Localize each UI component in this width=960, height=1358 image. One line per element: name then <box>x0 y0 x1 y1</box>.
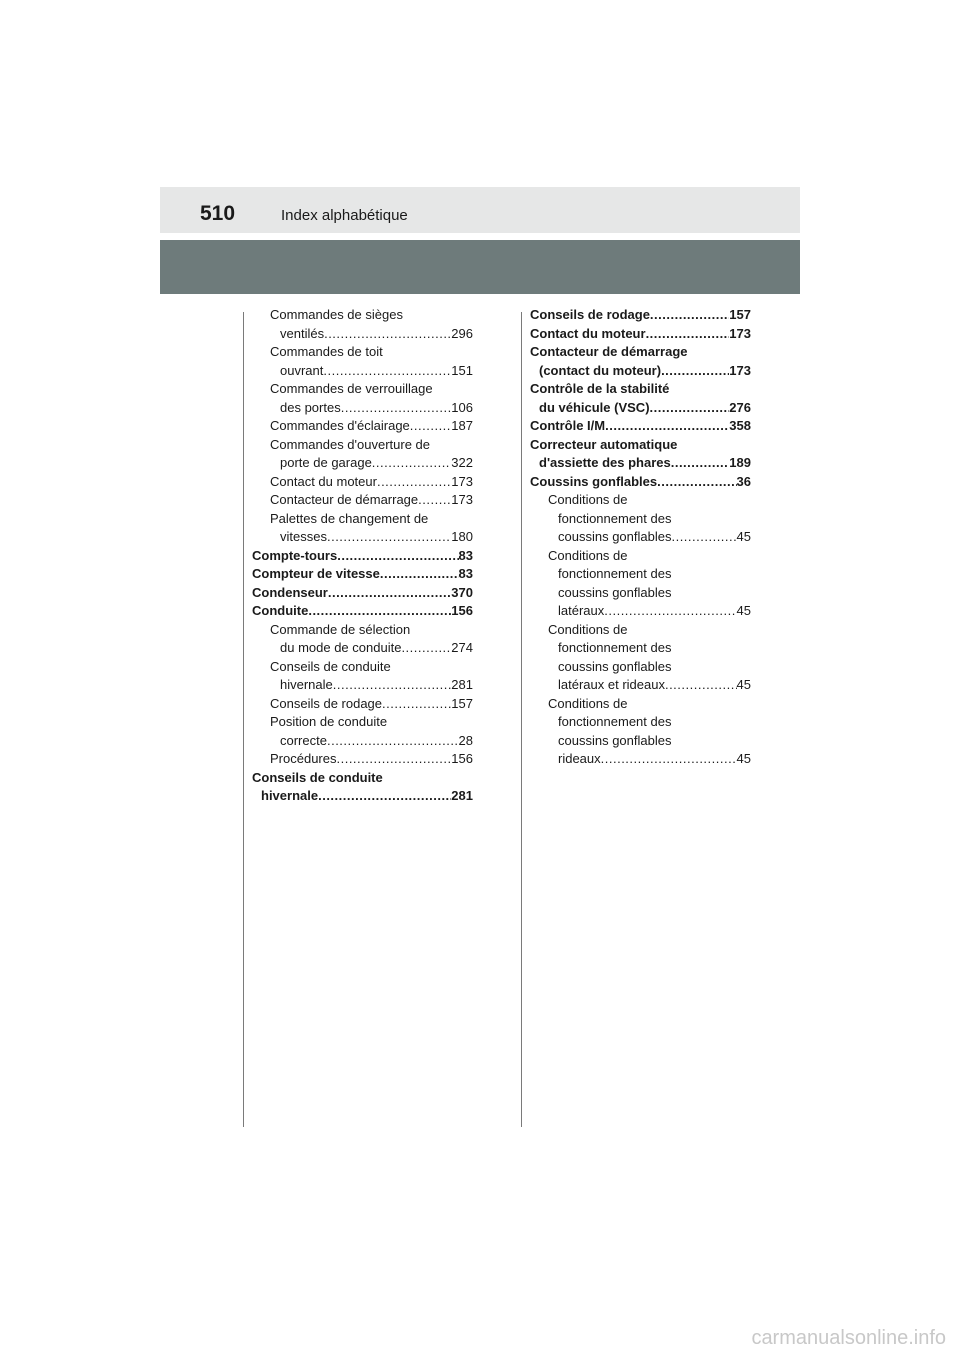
page-reference[interactable]: 156 <box>451 603 473 618</box>
page-reference[interactable]: 189 <box>729 455 751 470</box>
page-reference[interactable]: 358 <box>729 418 751 433</box>
entry-text: Contacteur de démarrage <box>270 492 419 507</box>
entry-text: d'assiette des phares <box>539 455 671 470</box>
index-subentry <box>530 695 751 769</box>
entry-text: Commandes de sièges <box>270 307 403 322</box>
page-reference[interactable]: 173 <box>451 473 473 489</box>
entry-text: latéraux <box>558 603 605 618</box>
page-reference[interactable]: 187 <box>451 418 473 433</box>
entry-text: Contrôle I/M <box>530 418 606 433</box>
entry-text: des portes <box>280 399 341 415</box>
dot-leader <box>318 787 451 806</box>
page-reference[interactable]: 370 <box>451 584 473 600</box>
dot-leader <box>380 565 459 584</box>
page-reference[interactable]: 276 <box>729 399 751 415</box>
entry-text: porte de garage <box>280 455 372 470</box>
index-subentry <box>252 306 473 343</box>
index-entry <box>252 547 473 566</box>
dot-leader <box>324 325 451 344</box>
page-reference[interactable]: 45 <box>736 603 751 618</box>
dot-leader <box>671 528 736 547</box>
index-subentry <box>252 417 473 436</box>
entry-text: Conduite <box>252 603 309 618</box>
index-subentry <box>252 695 473 714</box>
section-banner <box>160 240 800 294</box>
index-entry <box>252 565 473 584</box>
dot-leader <box>327 732 459 751</box>
index-subentry <box>252 658 473 695</box>
entry-text: Conditions de <box>548 621 628 637</box>
entry-text: Contrôle de la stabilité <box>530 381 670 396</box>
index-entry <box>530 325 751 344</box>
index-entry <box>530 343 751 380</box>
entry-text: fonctionnement des <box>558 566 672 581</box>
entry-text: ouvrant <box>280 362 324 378</box>
page-reference[interactable]: 322 <box>451 455 473 470</box>
dot-leader <box>341 399 452 418</box>
dot-leader <box>657 473 736 492</box>
page-reference[interactable]: 45 <box>736 751 751 766</box>
page-reference[interactable]: 173 <box>729 362 751 378</box>
entry-text: Commandes de toit <box>270 344 383 359</box>
page-reference[interactable]: 281 <box>451 788 473 803</box>
page-reference[interactable]: 106 <box>451 399 473 415</box>
page-reference[interactable]: 36 <box>736 473 751 489</box>
dot-leader <box>328 584 451 603</box>
middle-column-rule <box>521 312 522 1127</box>
dot-leader <box>665 676 737 695</box>
page-reference[interactable]: 28 <box>458 732 473 748</box>
section-title: Index alphabétique <box>281 207 408 224</box>
entry-text: Commandes de verrouillage <box>270 381 433 396</box>
dot-leader <box>650 306 729 325</box>
index-entry <box>252 602 473 621</box>
page-reference[interactable]: 83 <box>458 566 473 581</box>
index-subentry <box>252 491 473 510</box>
page-reference[interactable]: 45 <box>736 677 751 692</box>
page-reference[interactable]: 274 <box>451 640 473 655</box>
entry-text: Correcteur automatique <box>530 436 678 452</box>
page-reference[interactable]: 157 <box>729 307 751 322</box>
entry-text: coussins gonflables <box>558 732 672 748</box>
entry-text: Conseils de conduite <box>252 769 383 785</box>
dot-leader <box>333 676 452 695</box>
entry-text: coussins gonflables <box>558 584 672 600</box>
entry-text: Conditions de <box>548 547 628 563</box>
entry-text: Procédures <box>270 751 337 766</box>
page-reference[interactable]: 83 <box>458 547 473 563</box>
entry-text: Conditions de <box>548 492 628 507</box>
entry-text: Compte-tours <box>252 547 338 563</box>
entry-text: latéraux et rideaux <box>558 677 665 692</box>
entry-text: Condenseur <box>252 584 328 600</box>
dot-leader <box>410 417 452 436</box>
dot-leader <box>327 528 451 547</box>
entry-text: Contact du moteur <box>270 473 377 489</box>
dot-leader <box>601 750 737 769</box>
page-reference[interactable]: 296 <box>451 325 473 341</box>
dot-leader <box>604 602 736 621</box>
entry-text: du véhicule (VSC) <box>539 399 650 415</box>
header-band <box>160 187 800 233</box>
index-column-right <box>530 306 751 769</box>
entry-text: Conseils de conduite <box>270 658 391 674</box>
dot-leader <box>323 362 451 381</box>
page-reference[interactable]: 281 <box>451 677 473 692</box>
dot-leader <box>337 547 458 566</box>
entry-text: Contacteur de démarrage <box>530 344 688 359</box>
entry-text: hivernale <box>280 677 333 692</box>
index-column-left <box>252 306 473 806</box>
page-reference[interactable]: 156 <box>451 751 473 766</box>
index-subentry <box>530 491 751 547</box>
entry-text: rideaux <box>558 751 601 766</box>
page-reference[interactable]: 173 <box>451 492 473 507</box>
index-entry <box>530 473 751 492</box>
page-reference[interactable]: 173 <box>729 325 751 341</box>
dot-leader <box>401 639 451 658</box>
entry-text: correcte <box>280 732 327 748</box>
entry-text: fonctionnement des <box>558 510 672 526</box>
entry-text: (contact du moteur) <box>539 362 662 378</box>
entry-text: Coussins gonflables <box>530 473 658 489</box>
entry-text: Contact du moteur <box>530 325 646 341</box>
entry-text: Commande de sélection <box>270 621 411 637</box>
index-entry <box>252 769 473 806</box>
entry-text: Palettes de changement de <box>270 510 429 526</box>
index-subentry <box>252 436 473 473</box>
dot-leader <box>605 417 729 436</box>
index-entry <box>530 306 751 325</box>
dot-leader <box>650 399 730 418</box>
dot-leader <box>377 473 451 492</box>
index-entry <box>530 436 751 473</box>
index-subentry <box>530 547 751 621</box>
index-subentry <box>252 473 473 492</box>
index-subentry <box>252 343 473 380</box>
dot-leader <box>308 602 451 621</box>
watermark-logo: carmanualsonline.info <box>751 1327 946 1349</box>
dot-leader <box>382 695 451 714</box>
index-subentry <box>530 621 751 695</box>
dot-leader <box>646 325 730 344</box>
entry-text: Compteur de vitesse <box>252 566 380 581</box>
left-column-rule <box>243 312 244 1127</box>
entry-text: coussins gonflables <box>558 529 672 544</box>
entry-text: coussins gonflables <box>558 658 672 674</box>
dot-leader <box>661 362 729 381</box>
entry-text: fonctionnement des <box>558 714 672 729</box>
page-reference[interactable]: 45 <box>736 529 751 544</box>
entry-text: hivernale <box>261 788 319 803</box>
entry-text: Conseils de rodage <box>270 695 383 711</box>
entry-text: Commandes d'éclairage <box>270 418 410 433</box>
entry-text: Conseils de rodage <box>530 307 650 322</box>
entry-text: vitesses <box>280 529 327 544</box>
entry-text: Conditions de <box>548 695 628 711</box>
dot-leader <box>671 454 730 473</box>
entry-text: Commandes d'ouverture de <box>270 436 431 452</box>
dot-leader <box>336 750 451 769</box>
index-subentry <box>252 713 473 750</box>
index-subentry <box>252 621 473 658</box>
index-subentry <box>252 750 473 769</box>
index-subentry <box>252 380 473 417</box>
entry-text: fonctionnement des <box>558 640 672 655</box>
index-entry <box>530 417 751 436</box>
page-number: 510 <box>200 202 236 225</box>
dot-leader <box>418 491 451 510</box>
entry-text: ventilés <box>280 325 325 341</box>
page-reference[interactable]: 151 <box>451 362 473 378</box>
dot-leader <box>372 454 452 473</box>
entry-text: du mode de conduite <box>280 640 402 655</box>
index-entry <box>530 380 751 417</box>
page-reference[interactable]: 180 <box>451 529 473 544</box>
entry-text: Position de conduite <box>270 714 388 729</box>
page-reference[interactable]: 157 <box>451 695 473 711</box>
index-entry <box>252 584 473 603</box>
index-subentry <box>252 510 473 547</box>
